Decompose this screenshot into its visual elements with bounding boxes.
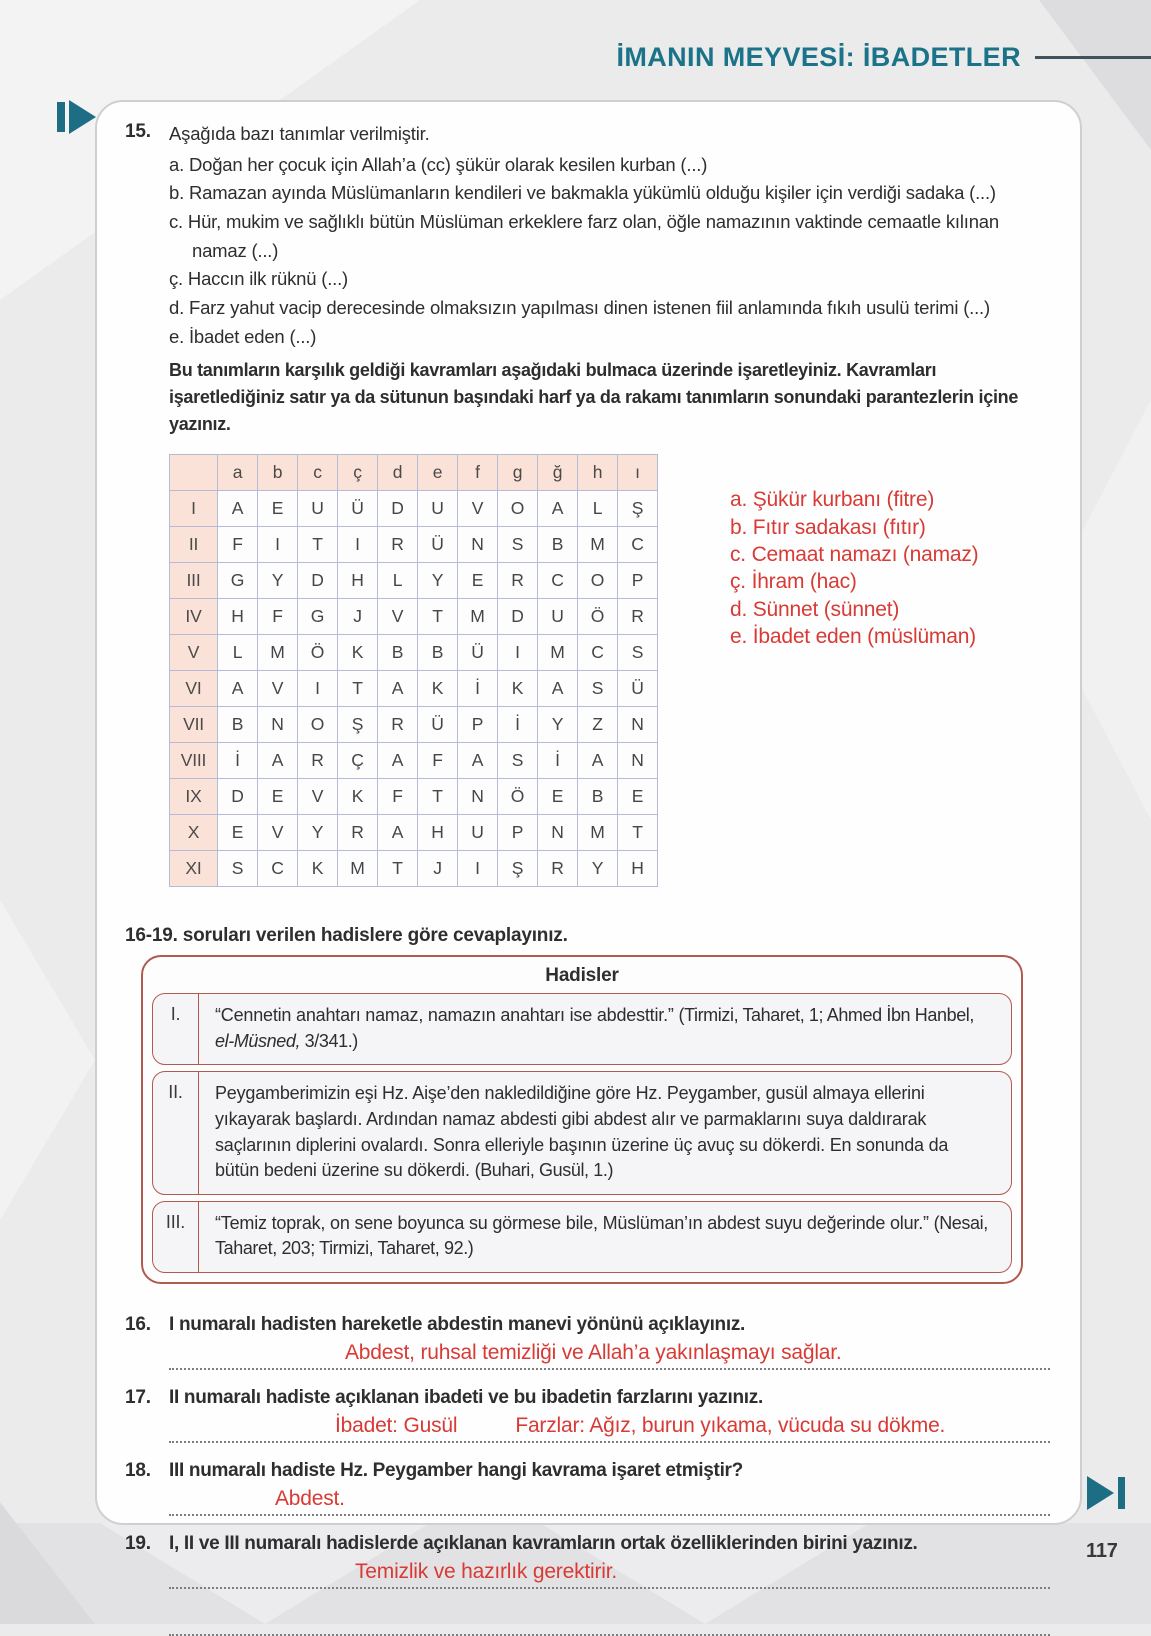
puzzle-header-row bbox=[170, 455, 658, 491]
puzzle-cell: H bbox=[218, 599, 258, 635]
handwritten-answer: e. İbadet eden (müslüman) bbox=[730, 624, 976, 648]
puzzle-cell: M bbox=[538, 635, 578, 671]
puzzle-cell: Ş bbox=[618, 491, 658, 527]
marker-bar-icon bbox=[1118, 1477, 1125, 1509]
puzzle-grid bbox=[169, 454, 658, 887]
puzzle-cell: P bbox=[618, 563, 658, 599]
puzzle-cell: I bbox=[338, 527, 378, 563]
puzzle-cell: F bbox=[218, 527, 258, 563]
puzzle-cell: Ü bbox=[618, 671, 658, 707]
puzzle-cell: B bbox=[578, 779, 618, 815]
question-block bbox=[125, 1533, 1050, 1636]
puzzle-col-header: ı bbox=[618, 455, 658, 491]
puzzle-cell: Ü bbox=[338, 491, 378, 527]
puzzle-cell: İ bbox=[458, 671, 498, 707]
answer-line bbox=[169, 1513, 1050, 1516]
answer-text bbox=[345, 1341, 1050, 1365]
puzzle-row bbox=[170, 779, 658, 815]
answer-line bbox=[169, 1367, 1050, 1370]
puzzle-cell: T bbox=[618, 815, 658, 851]
puzzle-cell: T bbox=[418, 599, 458, 635]
hadis-citation: (Nesai, Taharet, 203; Tirmizi, Taharet, 92.) bbox=[215, 1212, 988, 1259]
puzzle-cell: V bbox=[258, 815, 298, 851]
answer-gap bbox=[125, 1589, 1050, 1631]
puzzle-row bbox=[170, 491, 658, 527]
puzzle-cell: Ü bbox=[458, 635, 498, 671]
answer-line bbox=[169, 1440, 1050, 1443]
puzzle-cell: Ş bbox=[338, 707, 378, 743]
puzzle-cell: N bbox=[618, 743, 658, 779]
puzzle-cell: M bbox=[578, 527, 618, 563]
puzzle-col-header: a bbox=[218, 455, 258, 491]
question-number: 16. bbox=[125, 1313, 151, 1335]
page-number: 117 bbox=[1086, 1540, 1118, 1562]
puzzle-cell: N bbox=[618, 707, 658, 743]
answer-segment: İbadet: Gusül bbox=[335, 1413, 458, 1437]
puzzle-cell: I bbox=[258, 527, 298, 563]
puzzle-cell: R bbox=[378, 707, 418, 743]
puzzle-row bbox=[170, 815, 658, 851]
page-header bbox=[0, 42, 1151, 73]
puzzle-col-header: e bbox=[418, 455, 458, 491]
puzzle-row-header: X bbox=[170, 815, 218, 851]
puzzle-cell: V bbox=[458, 491, 498, 527]
hadis-citation: (Tirmizi, Taharet, 1; Ahmed İbn Hanbel, el-Müsned, 3/341.) bbox=[215, 1005, 975, 1051]
puzzle-cell: O bbox=[498, 491, 538, 527]
handwritten-answer: c. Cemaat namazı (namaz) bbox=[730, 542, 979, 566]
puzzle-cell: A bbox=[538, 491, 578, 527]
hadis-section-heading: 16-19. soruları verilen hadislere göre cevaplayınız. bbox=[125, 925, 568, 947]
puzzle-cell: R bbox=[378, 527, 418, 563]
puzzle-cell: S bbox=[498, 743, 538, 779]
hadis-text bbox=[199, 1202, 1011, 1272]
puzzle-cell: L bbox=[378, 563, 418, 599]
question-text: I, II ve III numaralı hadislerde açıklanan kavramların ortak özelliklerinden birini yazınız. bbox=[169, 1532, 918, 1554]
question-text: III numaralı hadiste Hz. Peygamber hangi kavrama işaret etmiştir? bbox=[169, 1459, 743, 1481]
definition-item: d. Farz yahut vacip derecesinde olmaksızın yapılması dinen istenen fiil anlamında fıkıh usulü terimi (...) bbox=[169, 297, 990, 319]
puzzle-row-header: I bbox=[170, 491, 218, 527]
puzzle-cell: F bbox=[418, 743, 458, 779]
puzzle-cell: D bbox=[298, 563, 338, 599]
puzzle-cell: Z bbox=[578, 707, 618, 743]
hadis-item bbox=[152, 1071, 1012, 1194]
puzzle-cell: Y bbox=[538, 707, 578, 743]
puzzle-cell: N bbox=[458, 527, 498, 563]
puzzle-cell: M bbox=[338, 851, 378, 887]
question-row bbox=[125, 1314, 1050, 1336]
puzzle-cell: İ bbox=[218, 743, 258, 779]
puzzle-cell: T bbox=[378, 851, 418, 887]
puzzle-cell: V bbox=[258, 671, 298, 707]
puzzle-cell: N bbox=[258, 707, 298, 743]
answer-segment: Abdest, ruhsal temizliği ve Allah’a yakınlaşmayı sağlar. bbox=[345, 1340, 842, 1364]
puzzle-cell: D bbox=[218, 779, 258, 815]
hadis-quote: “Cennetin anahtarı namaz, namazın anahtarı ise abdesttir.” bbox=[215, 1005, 679, 1026]
puzzle-cell: R bbox=[618, 599, 658, 635]
handwritten-answer: b. Fıtır sadakası (fıtır) bbox=[730, 515, 926, 539]
question-text: I numaralı hadisten hareketle abdestin manevi yönünü açıklayınız. bbox=[169, 1313, 746, 1335]
hadis-citation: (Buhari, Gusül, 1.) bbox=[474, 1160, 614, 1181]
puzzle-cell: S bbox=[618, 635, 658, 671]
puzzle-cell: B bbox=[218, 707, 258, 743]
puzzle-cell: R bbox=[338, 815, 378, 851]
puzzle-col-header: f bbox=[458, 455, 498, 491]
puzzle-cell: G bbox=[298, 599, 338, 635]
questions-16-19 bbox=[125, 1314, 1050, 1636]
puzzle-cell: A bbox=[218, 491, 258, 527]
definition-item: e. İbadet eden (...) bbox=[169, 325, 317, 347]
handwritten-answer: ç. İhram (hac) bbox=[730, 570, 857, 594]
definition-item: a. Doğan her çocuk için Allah’a (cc) şükür olarak kesilen kurban (...) bbox=[169, 153, 708, 175]
puzzle-cell: S bbox=[218, 851, 258, 887]
puzzle-cell: O bbox=[578, 563, 618, 599]
answer-line bbox=[169, 1633, 1050, 1636]
puzzle-row-header: VI bbox=[170, 671, 218, 707]
hadis-item bbox=[152, 1201, 1012, 1273]
puzzle-cell: Ş bbox=[498, 851, 538, 887]
puzzle-cell: İ bbox=[498, 707, 538, 743]
puzzle-cell: A bbox=[378, 671, 418, 707]
puzzle-cell: C bbox=[258, 851, 298, 887]
puzzle-cell: Ç bbox=[338, 743, 378, 779]
section-marker-icon bbox=[57, 100, 96, 134]
puzzle-cell: N bbox=[458, 779, 498, 815]
puzzle-cell: D bbox=[378, 491, 418, 527]
puzzle-row-header: III bbox=[170, 563, 218, 599]
puzzle-row-header: VII bbox=[170, 707, 218, 743]
puzzle-cell: I bbox=[298, 671, 338, 707]
puzzle-cell: E bbox=[258, 779, 298, 815]
puzzle-cell: Y bbox=[418, 563, 458, 599]
hadis-items bbox=[152, 993, 1012, 1272]
puzzle-row-header: IX bbox=[170, 779, 218, 815]
puzzle-cell: I bbox=[498, 635, 538, 671]
puzzle-row-header: II bbox=[170, 527, 218, 563]
hadis-text bbox=[199, 994, 1011, 1064]
puzzle-cell: E bbox=[258, 491, 298, 527]
puzzle-cell: T bbox=[298, 527, 338, 563]
worksheet-card bbox=[95, 100, 1082, 1583]
question-15 bbox=[125, 120, 1050, 438]
puzzle-cell: M bbox=[578, 815, 618, 851]
puzzle-cell: F bbox=[258, 599, 298, 635]
puzzle-cell: Ö bbox=[498, 779, 538, 815]
hadis-box bbox=[141, 955, 1023, 1283]
answer-segment: Temizlik ve hazırlık gerektirir. bbox=[355, 1559, 617, 1583]
definition-item: c. Hür, mukim ve sağlıklı bütün Müslüman erkeklere farz olan, öğle namazının vaktinde cemaatle kılınan namaz (...) bbox=[169, 211, 999, 261]
header-rule bbox=[1035, 56, 1151, 59]
puzzle-cell: B bbox=[378, 635, 418, 671]
puzzle-cell: K bbox=[418, 671, 458, 707]
question-row bbox=[125, 1460, 1050, 1482]
puzzle-cell: L bbox=[218, 635, 258, 671]
puzzle-cell: P bbox=[458, 707, 498, 743]
puzzle-col-header: d bbox=[378, 455, 418, 491]
puzzle-cell: A bbox=[218, 671, 258, 707]
background-triangle bbox=[0, 900, 95, 1220]
puzzle-cell: U bbox=[298, 491, 338, 527]
question-block bbox=[125, 1314, 1050, 1370]
definition-item: b. Ramazan ayında Müslümanların kendileri ve bakmakla yükümlü olduğu kişiler için verdiği sadaka (...) bbox=[169, 182, 996, 204]
puzzle-cell: A bbox=[538, 671, 578, 707]
puzzle-cell: V bbox=[378, 599, 418, 635]
hadis-numeral: I. bbox=[153, 994, 199, 1064]
puzzle-cell: Y bbox=[258, 563, 298, 599]
puzzle-cell: U bbox=[538, 599, 578, 635]
puzzle-cell: K bbox=[298, 851, 338, 887]
answer-text bbox=[335, 1414, 1050, 1438]
puzzle-col-header: b bbox=[258, 455, 298, 491]
answer-text bbox=[275, 1487, 1050, 1511]
puzzle-col-header: g bbox=[498, 455, 538, 491]
question-15-instruction: Bu tanımların karşılık geldiği kavramları aşağıdaki bulmaca üzerinde işaretleyiniz. Kavramları işaretlediğiniz satır ya da sütunun başındaki harf ya da rakamı tanımların sonundaki parantezlerin içine yazınız. bbox=[169, 360, 1019, 435]
puzzle-cell: Ö bbox=[298, 635, 338, 671]
puzzle-row bbox=[170, 707, 658, 743]
puzzle-cell: U bbox=[458, 815, 498, 851]
puzzle-row bbox=[170, 851, 658, 887]
question-number: 15. bbox=[125, 121, 151, 142]
marker-triangle-icon bbox=[69, 100, 96, 134]
puzzle-cell: R bbox=[538, 851, 578, 887]
puzzle-cell: Ö bbox=[578, 599, 618, 635]
hadis-item bbox=[152, 993, 1012, 1065]
puzzle-row-header: IV bbox=[170, 599, 218, 635]
puzzle-cell: D bbox=[498, 599, 538, 635]
marker-triangle-icon bbox=[1087, 1476, 1114, 1510]
puzzle-cell: K bbox=[338, 779, 378, 815]
puzzle-cell: F bbox=[378, 779, 418, 815]
puzzle-cell: R bbox=[498, 563, 538, 599]
puzzle-row-header: XI bbox=[170, 851, 218, 887]
puzzle-cell: Y bbox=[298, 815, 338, 851]
puzzle-cell: A bbox=[378, 815, 418, 851]
puzzle-col-header: h bbox=[578, 455, 618, 491]
question-text: II numaralı hadiste açıklanan ibadeti ve bu ibadetin farzlarını yazınız. bbox=[169, 1386, 763, 1408]
puzzle-area bbox=[169, 454, 1050, 887]
hadis-text bbox=[199, 1072, 1011, 1193]
puzzle-cell: Ü bbox=[418, 527, 458, 563]
puzzle-cell: U bbox=[418, 491, 458, 527]
puzzle-cell: T bbox=[338, 671, 378, 707]
question-number: 18. bbox=[125, 1459, 151, 1481]
puzzle-cell: A bbox=[458, 743, 498, 779]
puzzle-cell: O bbox=[298, 707, 338, 743]
puzzle-row bbox=[170, 527, 658, 563]
puzzle-cell: E bbox=[538, 779, 578, 815]
puzzle-cell: Y bbox=[578, 851, 618, 887]
puzzle-cell: P bbox=[498, 815, 538, 851]
question-block bbox=[125, 1387, 1050, 1443]
puzzle-cell: J bbox=[338, 599, 378, 635]
hadis-quote: “Temiz toprak, on sene boyunca su görmese bile, Müslüman’ın abdest suyu değerinde olur.” bbox=[215, 1212, 934, 1233]
question-row bbox=[125, 1533, 1050, 1555]
puzzle-row bbox=[170, 563, 658, 599]
puzzle-cell: K bbox=[498, 671, 538, 707]
question-row bbox=[125, 1387, 1050, 1409]
puzzle-cell: M bbox=[458, 599, 498, 635]
puzzle-cell: H bbox=[338, 563, 378, 599]
puzzle-row bbox=[170, 635, 658, 671]
question-number: 17. bbox=[125, 1386, 151, 1408]
puzzle-cell: C bbox=[538, 563, 578, 599]
puzzle-cell: A bbox=[258, 743, 298, 779]
puzzle-cell: T bbox=[418, 779, 458, 815]
puzzle-row bbox=[170, 743, 658, 779]
puzzle-cell: S bbox=[578, 671, 618, 707]
answer-segment: Farzlar: Ağız, burun yıkama, vücuda su dökme. bbox=[515, 1413, 946, 1437]
puzzle-cell: Ü bbox=[418, 707, 458, 743]
hadis-quote: Peygamberimizin eşi Hz. Aişe’den nakledildiğine göre Hz. Peygamber, gusül almaya ellerini yıkayarak başlardı. Ardından namaz abdesti gibi abdest alır ve parmaklarını suya daldırarak saçlarının diplerini ovalardı. Sonra elleriyle başının üzerine üç avuç su dökerdi. En sonunda da bütün bedeni üzerine su dökerdi. bbox=[215, 1083, 949, 1181]
puzzle-cell: K bbox=[338, 635, 378, 671]
answer-segment: Abdest. bbox=[275, 1486, 345, 1510]
answer-text bbox=[355, 1560, 1050, 1584]
puzzle-cell: B bbox=[538, 527, 578, 563]
question-15-intro: Aşağıda bazı tanımlar verilmiştir. bbox=[169, 123, 430, 144]
puzzle-cell: A bbox=[578, 743, 618, 779]
definition-item: ç. Haccın ilk rüknü (...) bbox=[169, 268, 349, 290]
puzzle-cell: C bbox=[618, 527, 658, 563]
puzzle-cell: A bbox=[378, 743, 418, 779]
puzzle-cell: B bbox=[418, 635, 458, 671]
puzzle-row bbox=[170, 599, 658, 635]
puzzle-cell: R bbox=[298, 743, 338, 779]
hadis-numeral: III. bbox=[153, 1202, 199, 1272]
hadis-box-title: Hadisler bbox=[545, 965, 619, 987]
puzzle-corner-cell bbox=[170, 455, 218, 491]
puzzle-cell: N bbox=[538, 815, 578, 851]
chapter-title: İMANIN MEYVESİ: İBADETLER bbox=[616, 42, 1021, 72]
puzzle-cell: H bbox=[418, 815, 458, 851]
puzzle-cell: M bbox=[258, 635, 298, 671]
hadis-citation-source: el-Müsned, bbox=[215, 1030, 301, 1051]
puzzle-col-header: c bbox=[298, 455, 338, 491]
puzzle-cell: I bbox=[458, 851, 498, 887]
puzzle-cell: J bbox=[418, 851, 458, 887]
puzzle-cell: V bbox=[298, 779, 338, 815]
puzzle-cell: E bbox=[618, 779, 658, 815]
question-15-body bbox=[169, 120, 1049, 438]
puzzle-col-header: ç bbox=[338, 455, 378, 491]
puzzle-col-header: ğ bbox=[538, 455, 578, 491]
handwritten-answers-list bbox=[730, 486, 978, 887]
puzzle-row-header: VIII bbox=[170, 743, 218, 779]
definitions-list bbox=[169, 151, 1049, 352]
puzzle-cell: E bbox=[458, 563, 498, 599]
puzzle-cell: L bbox=[578, 491, 618, 527]
handwritten-answer: d. Sünnet (sünnet) bbox=[730, 597, 900, 621]
question-block bbox=[125, 1460, 1050, 1516]
hadis-numeral: II. bbox=[153, 1072, 199, 1193]
puzzle-cell: C bbox=[578, 635, 618, 671]
puzzle-row-header: V bbox=[170, 635, 218, 671]
puzzle-row bbox=[170, 671, 658, 707]
puzzle-cell: G bbox=[218, 563, 258, 599]
puzzle-cell: S bbox=[498, 527, 538, 563]
forward-marker-icon bbox=[1087, 1476, 1125, 1510]
puzzle-cell: İ bbox=[538, 743, 578, 779]
puzzle-cell: E bbox=[218, 815, 258, 851]
marker-bar-icon bbox=[57, 102, 65, 132]
handwritten-answer: a. Şükür kurbanı (fitre) bbox=[730, 488, 935, 512]
question-number: 19. bbox=[125, 1532, 151, 1554]
puzzle-cell: H bbox=[618, 851, 658, 887]
